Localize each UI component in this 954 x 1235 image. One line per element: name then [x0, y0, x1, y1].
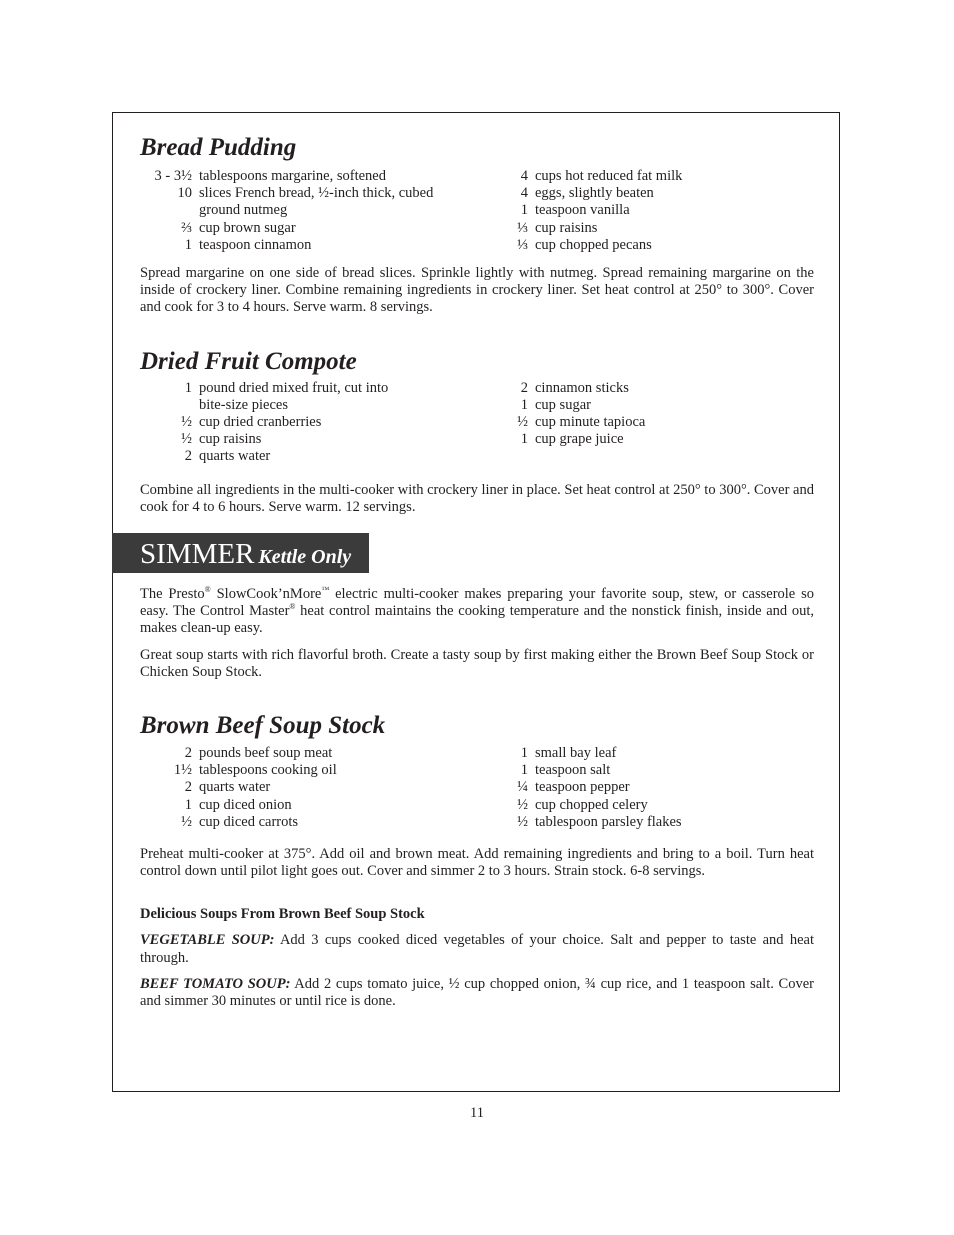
ingredient-item: cup minute tapioca [535, 414, 646, 431]
ingredient-row [477, 431, 814, 448]
ingredient-row [477, 185, 814, 202]
compote-ingredients [140, 380, 814, 466]
bread-pudding-title: Bread Pudding [140, 134, 297, 161]
ingredient-item: teaspoon salt [535, 762, 611, 779]
ingredient-qty: 2 [184, 745, 192, 762]
ingredient-item: eggs, slightly beaten [535, 185, 654, 202]
ingredient-item: teaspoon cinnamon [199, 236, 312, 253]
ingredient-qty: ⅓ [517, 219, 528, 236]
ingredient-item: slices French bread, ½-inch thick, cubed [199, 185, 434, 202]
ingredient-item: cup chopped celery [535, 796, 648, 813]
intro-text: heat control maintains the cooking temperature and the nonstick finish, inside and out, makes clean-up easy. [140, 603, 814, 637]
beef-tomato-soup-text: Add 2 cups tomato juice, ½ cup chopped onion, ¾ cup rice, and 1 teaspoon salt. Cover and simmer 30 minutes or until rice is done. [140, 975, 814, 1010]
intro-text: SlowCook’nMore [210, 586, 322, 603]
intro-text: The Presto [140, 586, 205, 603]
dried-fruit-compote-title: Dried Fruit Compote [140, 347, 357, 375]
ingredient-item: cup diced carrots [199, 813, 299, 830]
ingredient-row [477, 202, 814, 219]
ingredient-item: tablespoons margarine, softened [199, 168, 386, 184]
ingredient-qty: 1 [520, 431, 528, 448]
ingredient-item: bite-size pieces [199, 396, 288, 413]
ingredient-item: teaspoon vanilla [535, 202, 630, 219]
ingredient-column-right [191, 168, 814, 254]
ingredient-qty: ⅓ [517, 236, 528, 253]
ingredient-item: quarts water [199, 448, 271, 465]
registered-mark: ® [204, 585, 211, 595]
simmer-broth-paragraph: Great soup starts with rich flavorful broth. Create a tasty soup by first making either the Brown Beef Soup Stock or Chicken Soup Stock. [140, 646, 814, 680]
vegetable-soup-paragraph [140, 932, 814, 966]
ingredient-qty: ¼ [517, 779, 528, 796]
ingredient-row [477, 397, 814, 414]
ingredient-qty: 4 [520, 168, 528, 184]
simmer-banner-title: SIMMER [140, 538, 255, 571]
ingredient-qty: 3 - 3½ [154, 168, 192, 184]
ingredient-row [477, 168, 814, 185]
ingredient-row [477, 797, 814, 814]
ingredient-qty: 2 [184, 779, 192, 796]
soup-stock-directions: Preheat multi-cooker at 375°. Add oil and brown meat. Add remaining ingredients and bring to a boil. Turn heat control down until pilot light goes out. Cover and simmer 2 to 3 hours. Strain stock. 6-8 servings. [140, 846, 814, 880]
ingredient-item: pound dried mixed fruit, cut into [199, 379, 389, 396]
ingredient-row [477, 220, 814, 237]
ingredient-qty: ½ [517, 813, 528, 830]
ingredient-qty: 2 [184, 448, 192, 465]
ingredient-qty: ½ [517, 796, 528, 813]
ingredient-item: cup sugar [535, 396, 591, 413]
ingredient-qty: 1 [520, 762, 528, 779]
ingredient-item: small bay leaf [535, 745, 617, 762]
soup-stock-ingredients [140, 745, 814, 831]
ingredient-row [477, 380, 814, 397]
ingredient-column-right [191, 745, 814, 831]
ingredient-qty: 1½ [173, 762, 192, 779]
simmer-banner-wrap [112, 533, 814, 573]
ingredient-item: teaspoon pepper [535, 779, 630, 796]
ingredient-item: cup grape juice [535, 431, 624, 448]
ingredient-qty: 1 [184, 796, 192, 813]
ingredient-qty: 1 [520, 202, 528, 219]
ingredient-row [477, 814, 814, 831]
ingredient-item: tablespoons cooking oil [199, 762, 337, 779]
bread-pudding-directions: Spread margarine on one side of bread slices. Sprinkle lightly with nutmeg. Spread remaining margarine on the inside of crockery liner. Combine remaining ingredients in crockery liner. Set heat control at 250° to 300°. Cover and cook for 3 to 4 hours. Serve warm. 8 servings. [140, 265, 814, 316]
ingredient-row [477, 237, 814, 254]
simmer-banner-subtitle: Kettle Only [258, 546, 352, 569]
ingredient-qty: ⅔ [181, 219, 192, 236]
page-number: 11 [470, 1105, 484, 1121]
beef-tomato-soup-paragraph [140, 976, 814, 1010]
ingredient-item: ground nutmeg [199, 202, 288, 219]
ingredient-row [477, 779, 814, 796]
delicious-soups-subheading: Delicious Soups From Brown Beef Soup Stock [140, 906, 425, 923]
compote-directions: Combine all ingredients in the multi-cooker with crockery liner in place. Set heat control at 250° to 300°. Cover and cook for 4 to 6 hours. Serve warm. 12 servings. [140, 481, 814, 515]
simmer-banner [112, 533, 369, 573]
ingredient-item: cup raisins [199, 431, 262, 448]
ingredient-qty: 2 [520, 379, 528, 396]
ingredient-row [477, 414, 814, 431]
page-content [140, 132, 814, 1010]
vegetable-soup-lead: VEGETABLE SOUP: [140, 932, 275, 949]
ingredient-row [477, 745, 814, 762]
ingredient-item: quarts water [199, 779, 271, 796]
ingredient-item: tablespoon parsley flakes [535, 813, 682, 830]
ingredient-item: cups hot reduced fat milk [535, 168, 683, 184]
ingredient-qty: ½ [181, 414, 192, 431]
intro-text: electric multi-cooker makes preparing your favorite soup, stew, or casserole so easy. The Control Master [140, 586, 815, 620]
ingredient-item: cup diced onion [199, 796, 292, 813]
ingredient-qty: 1 [184, 379, 192, 396]
ingredient-item: cinnamon sticks [535, 379, 629, 396]
beef-tomato-soup-lead: BEEF TOMATO SOUP: [140, 975, 291, 992]
bread-pudding-ingredients [140, 168, 814, 254]
ingredient-column-right [191, 380, 814, 466]
ingredient-qty: 4 [520, 185, 528, 202]
ingredient-qty: 1 [184, 236, 192, 253]
ingredient-item: cup raisins [535, 219, 598, 236]
brown-beef-soup-stock-title: Brown Beef Soup Stock [140, 712, 386, 740]
ingredient-item: cup chopped pecans [535, 236, 652, 253]
ingredient-item: cup brown sugar [199, 219, 296, 236]
ingredient-item: pounds beef soup meat [199, 745, 333, 762]
ingredient-qty: ½ [517, 414, 528, 431]
ingredient-qty: 10 [177, 185, 192, 202]
vegetable-soup-text: Add 3 cups cooked diced vegetables of your choice. Salt and pepper to taste and heat through. [140, 932, 815, 966]
ingredient-row [477, 762, 814, 779]
ingredient-item: cup dried cranberries [199, 414, 322, 431]
ingredient-qty: 1 [520, 396, 528, 413]
trademark-mark: ™ [321, 585, 330, 595]
ingredient-qty: ½ [181, 813, 192, 830]
simmer-intro-paragraph [140, 586, 814, 638]
ingredient-qty: ½ [181, 431, 192, 448]
ingredient-qty: 1 [520, 745, 528, 762]
registered-mark: ® [289, 602, 296, 612]
